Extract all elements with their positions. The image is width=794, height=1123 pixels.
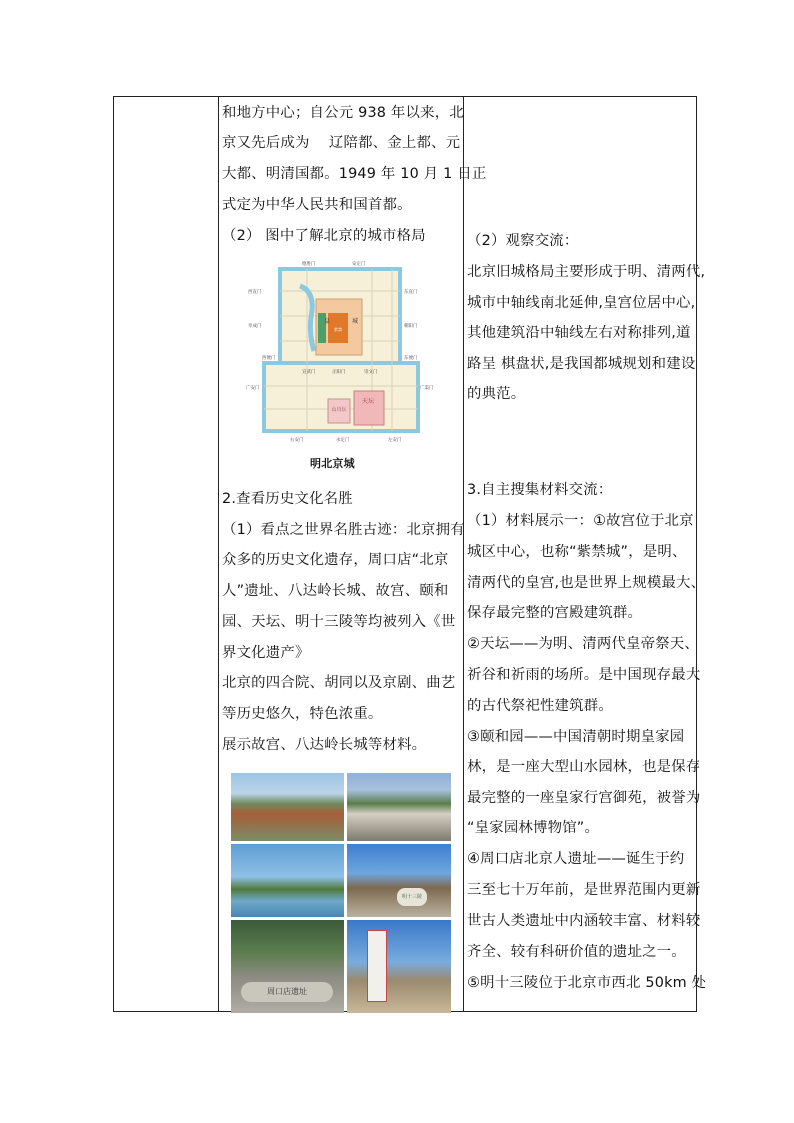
text-line: 城市中轴线南北延伸,皇宫位居中心, <box>467 295 696 311</box>
text-line: 众多的历史文化遗存，周口店“北京 <box>222 552 449 568</box>
text-line: ⑤明十三陵位于北京市西北 50km 处 <box>467 975 707 991</box>
ming-beijing-map <box>242 261 442 451</box>
map-figure <box>242 261 442 451</box>
text-line: 京又先后成为 辽陪都、金上都、元 <box>222 135 461 151</box>
text-line: 北京旧城格局主要形成于明、清两代, <box>467 264 706 280</box>
photo-zhoukoudian-site <box>231 920 344 1013</box>
text-line: ②天坛——为明、清两代皇帝祭天、 <box>467 636 699 652</box>
text-line: 其他建筑沿中轴线左右对称排列,道 <box>467 325 691 341</box>
text-line: 大都、明清国都。1949 年 10 月 1 日正 <box>222 166 487 182</box>
content-table <box>113 96 707 1012</box>
gate-xibianmen: 西便门 <box>262 356 276 361</box>
text-line: 2.查看历史文化名胜 <box>222 491 353 507</box>
map-label-cheng: 城 <box>352 318 359 325</box>
zhoukoudian-sign-label: 周口店遗址 <box>241 982 333 1002</box>
text-line: （1）材料展示一：①故宫位于北京 <box>467 513 694 529</box>
text-line: 展示故宫、八达岭长城等材料。 <box>222 737 427 753</box>
photo-summer-palace <box>231 844 344 917</box>
text-line: （2）观察交流： <box>467 233 579 249</box>
map-caption: 明北京城 <box>310 457 355 470</box>
gate-yongdingmen: 永定门 <box>336 438 350 443</box>
text-line: 的古代祭祀性建筑群。 <box>467 698 613 714</box>
map-label-tiantan: 天坛 <box>361 398 375 405</box>
gate-dongzhimen: 东直门 <box>404 290 418 295</box>
text-line: 城区中心，也称“紫禁城”，是明、 <box>467 544 687 560</box>
gate-chaoyangmen: 朝阳门 <box>404 324 418 329</box>
column-divider-2 <box>463 97 464 1011</box>
text-line: 保存最完整的宫殿建筑群。 <box>467 605 643 621</box>
text-line: （1）看点之世界名胜古迹：北京拥有 <box>222 522 465 538</box>
gate-chongwenmen: 崇文门 <box>364 370 378 375</box>
text-line: 3.自主搜集材料交流： <box>467 482 613 498</box>
text-line: 和地方中心；自公元 938 年以来，北 <box>222 105 464 121</box>
photo-great-wall <box>347 920 451 1013</box>
text-line: 三至七十万年前，是世界范围内更新 <box>467 882 701 898</box>
gate-xizhimen: 西直门 <box>248 290 262 295</box>
text-line: 界文化遗产》 <box>222 645 310 661</box>
text-line: 齐全、较有科研价值的遗址之一。 <box>467 944 686 960</box>
photo-ming-tombs <box>347 844 451 917</box>
text-line: 式定为中华人民共和国首都。 <box>222 197 412 213</box>
photo-temple-of-heaven <box>347 773 451 841</box>
column-divider-1 <box>218 97 219 1011</box>
text-line: 人”遗址、八达岭长城、故宫、颐和 <box>222 583 449 599</box>
gate-deshengmen: 德胜门 <box>302 262 316 267</box>
gate-zhengyangmen: 正阳门 <box>332 370 346 375</box>
ming-tombs-stele-label: 明十三陵 <box>397 888 427 906</box>
gate-zuoanmen: 左安门 <box>388 438 402 443</box>
text-line: ③颐和园——中国清朝时期皇家园 <box>467 729 685 745</box>
gate-fuchengmen: 阜成门 <box>248 324 262 329</box>
gate-guanganmen: 广安门 <box>246 386 260 391</box>
text-line: （2） 图中了解北京的城市格局 <box>222 228 426 244</box>
text-line: 世古人类遗址中内涵较丰富、材料较 <box>467 913 701 929</box>
gate-xuanwumen: 宣武门 <box>302 370 316 375</box>
text-line: ④周口店北京人遗址——诞生于约 <box>467 851 685 867</box>
text-line: 路呈 棋盘状,是我国都城规划和建设 <box>467 356 696 372</box>
text-line: 最完整的一座皇家行宫御苑，被誉为 <box>467 790 701 806</box>
map-label-shanchuantan: 山川坛 <box>331 407 347 413</box>
text-line: 清两代的皇宫,也是世界上规模最大、 <box>467 575 706 591</box>
text-line: 北京的四合院、胡同以及京剧、曲艺 <box>222 675 456 691</box>
map-label-zijin: 紫禁 <box>334 327 342 332</box>
gate-andingmen: 安定门 <box>352 262 366 267</box>
photo-collage <box>231 773 451 1013</box>
gate-dongbianmen: 东便门 <box>404 356 418 361</box>
great-wall-stele <box>367 930 387 1002</box>
text-line: 祈谷和祈雨的场所。是中国现存最大 <box>467 667 701 683</box>
map-label-huang: 皇 <box>324 318 331 325</box>
text-line: 等历史悠久，特色浓重。 <box>222 706 383 722</box>
text-line: “皇家园林博物馆”。 <box>467 820 600 836</box>
text-line: 林，是一座大型山水园林，也是保存 <box>467 759 701 775</box>
text-line: 园、天坛、明十三陵等均被列入《世 <box>222 614 456 630</box>
photo-forbidden-city <box>231 773 344 841</box>
gate-guangqumen: 广渠门 <box>420 386 434 391</box>
gate-youanmen: 右安门 <box>290 438 304 443</box>
text-line: 的典范。 <box>467 386 526 402</box>
